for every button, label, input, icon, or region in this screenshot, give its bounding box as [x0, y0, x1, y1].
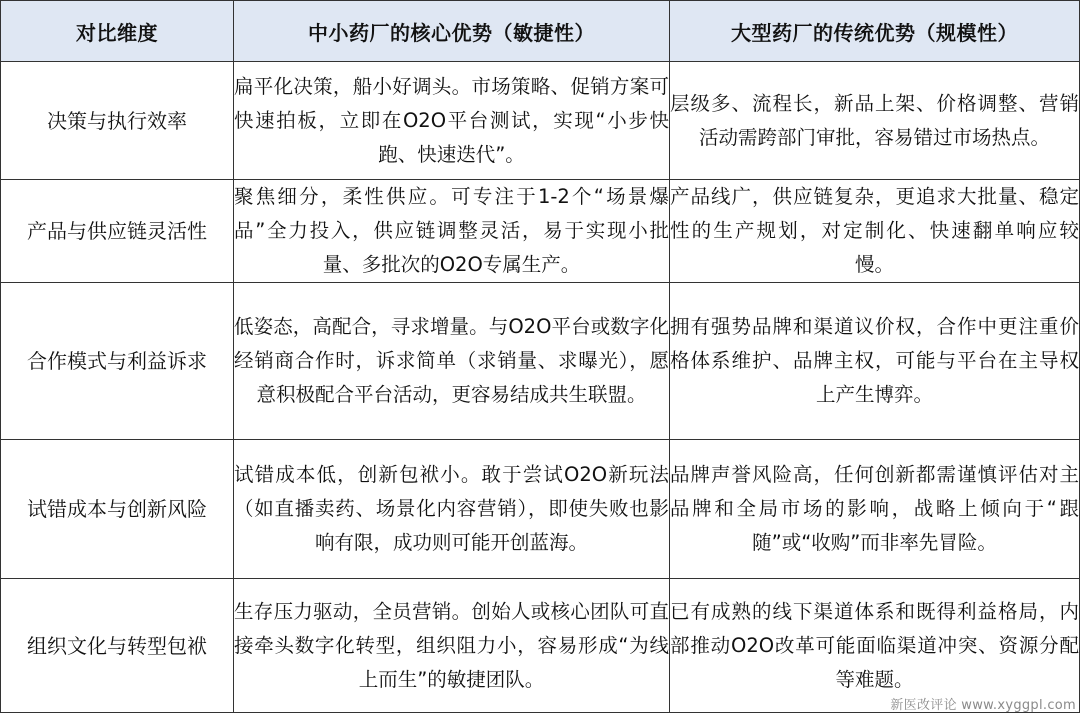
small-pharma-cell: [234, 440, 670, 579]
table-row: [1, 180, 1080, 283]
small-pharma-text: 聚焦细分，柔性供应。可专注于1-2个“场景爆品”全力投入，供应链调整灵活，易于实现小批量、多批次的O2O专属生产。: [234, 185, 669, 276]
dimension-cell: 试错成本与创新风险: [1, 440, 234, 579]
small-pharma-text: 生存压力驱动，全员营销。创始人或核心团队可直接牵头数字化转型，组织阻力小，容易形成“为线上而生”的敏捷团队。: [234, 599, 669, 691]
large-pharma-cell: [670, 180, 1080, 283]
header-row: [1, 1, 1080, 62]
header-small-pharma: 中小药厂的核心优势（敏捷性）: [234, 1, 670, 62]
table-row: [1, 283, 1080, 440]
table-row: [1, 62, 1080, 180]
large-pharma-text: 层级多、流程长，新品上架、价格调整、营销活动需跨部门审批，容易错过市场热点。: [670, 91, 1079, 149]
large-pharma-cell: [670, 283, 1080, 440]
small-pharma-text: 低姿态，高配合，寻求增量。与O2O平台或数字化经销商合作时，诉求简单（求销量、求曝光），愿意积极配合平台活动，更容易结成共生联盟。: [234, 315, 669, 406]
dimension-cell: 决策与执行效率: [1, 62, 234, 180]
large-pharma-cell: [670, 579, 1080, 713]
large-pharma-cell: [670, 62, 1080, 180]
small-pharma-text: 试错成本低，创新包袱小。敢于尝试O2O新玩法（如直播卖药、场景化内容营销），即使失败也影响有限，成功则可能开创蓝海。: [234, 463, 669, 554]
header-large-pharma: 大型药厂的传统优势（规模性）: [670, 1, 1080, 62]
dimension-cell: 产品与供应链灵活性: [1, 180, 234, 283]
table-row: [1, 579, 1080, 713]
small-pharma-cell: [234, 62, 670, 180]
large-pharma-text: 拥有强势品牌和渠道议价权，合作中更注重价格体系维护、品牌主权，可能与平台在主导权上产生博弈。: [670, 315, 1079, 406]
large-pharma-cell: [670, 440, 1080, 579]
table-row: [1, 440, 1080, 579]
dimension-cell: 组织文化与转型包袱: [1, 579, 234, 713]
large-pharma-text: 品牌声誉风险高，任何创新都需谨慎评估对主品牌和全局市场的影响，战略上倾向于“跟随”或“收购”而非率先冒险。: [670, 463, 1079, 554]
header-dimension: 对比维度: [1, 1, 234, 62]
small-pharma-text: 扁平化决策，船小好调头。市场策略、促销方案可快速拍板，立即在O2O平台测试，实现“小步快跑、快速迭代”。: [234, 74, 669, 166]
small-pharma-cell: [234, 180, 670, 283]
watermark: 新医改评论 www.xyggpl.com: [890, 698, 1076, 713]
dimension-cell: 合作模式与利益诉求: [1, 283, 234, 440]
small-pharma-cell: [234, 579, 670, 713]
small-pharma-cell: [234, 283, 670, 440]
large-pharma-text: 已有成熟的线下渠道体系和既得利益格局，内部推动O2O改革可能面临渠道冲突、资源分配等难题。: [670, 599, 1079, 691]
large-pharma-text: 产品线广，供应链复杂，更追求大批量、稳定性的生产规划，对定制化、快速翻单响应较慢。: [670, 185, 1079, 276]
